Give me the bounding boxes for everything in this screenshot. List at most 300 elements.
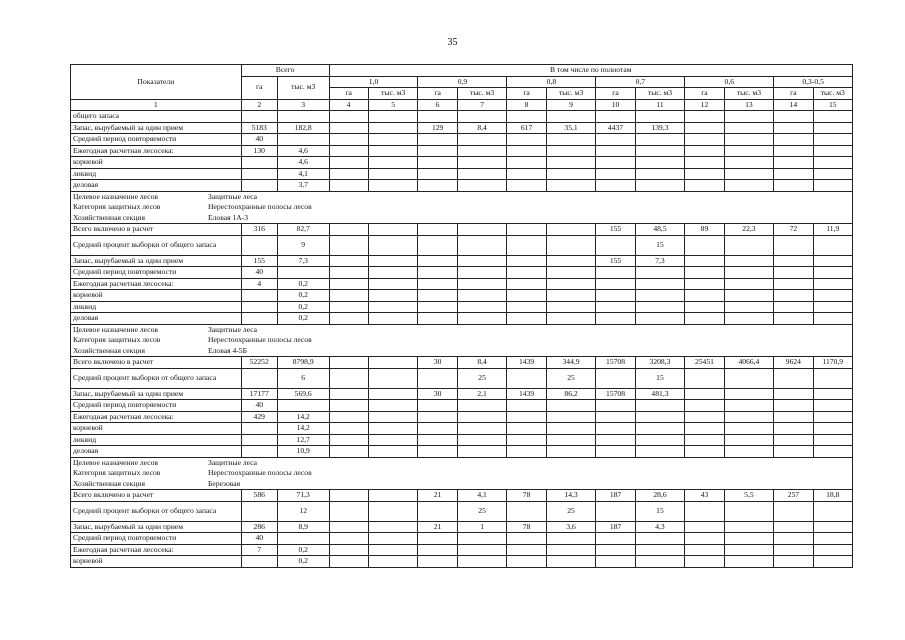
header-density: 0,6 xyxy=(685,76,774,88)
table-cell xyxy=(724,544,774,556)
table-cell xyxy=(507,278,546,290)
row-label: ликвид xyxy=(71,301,242,313)
section-value: Нерестоохранные полосы лесов xyxy=(208,335,312,345)
row-label: корневой xyxy=(71,157,242,169)
table-cell: 155 xyxy=(596,255,635,267)
table-cell xyxy=(685,501,724,521)
section-header-row xyxy=(71,191,853,202)
header-unit-volume: тыс. м3 xyxy=(724,88,774,100)
table-cell xyxy=(635,134,685,146)
table-cell xyxy=(596,556,635,568)
table-cell xyxy=(368,290,418,302)
table-cell xyxy=(546,134,596,146)
section-line xyxy=(71,457,853,468)
table-cell xyxy=(546,301,596,313)
table-cell xyxy=(507,301,546,313)
table-cell xyxy=(813,501,852,521)
table-cell xyxy=(418,368,457,388)
table-cell xyxy=(774,180,813,192)
section-value: Березовая xyxy=(208,478,241,488)
table-cell: 129 xyxy=(418,122,457,134)
table-cell: 10,9 xyxy=(277,446,329,458)
row-label: Всего включено в расчет xyxy=(71,224,242,236)
table-cell xyxy=(774,157,813,169)
header-unit-volume: тыс. м3 xyxy=(368,88,418,100)
table-cell xyxy=(329,290,368,302)
table-cell xyxy=(596,501,635,521)
row-label: корневой xyxy=(71,423,242,435)
table-cell: 4,3 xyxy=(635,521,685,533)
table-cell: 9624 xyxy=(774,357,813,369)
column-number: 12 xyxy=(685,99,724,111)
page-number: 35 xyxy=(447,37,458,48)
table-cell xyxy=(546,423,596,435)
table-cell xyxy=(277,533,329,545)
table-cell xyxy=(546,313,596,325)
table-cell xyxy=(724,255,774,267)
table-cell xyxy=(724,267,774,279)
table-cell: 25 xyxy=(546,368,596,388)
table-cell xyxy=(813,388,852,400)
table-cell xyxy=(457,168,507,180)
table-cell: 14,2 xyxy=(277,423,329,435)
table-cell xyxy=(724,134,774,146)
table-cell xyxy=(685,278,724,290)
table-cell xyxy=(507,556,546,568)
table-cell xyxy=(685,521,724,533)
table-cell xyxy=(724,278,774,290)
table-cell xyxy=(813,267,852,279)
table-cell: 25451 xyxy=(685,357,724,369)
table-cell xyxy=(418,111,457,123)
table-cell xyxy=(329,501,368,521)
table-cell xyxy=(724,411,774,423)
table-cell xyxy=(596,301,635,313)
section-value: Защитные леса xyxy=(208,324,258,334)
table-cell xyxy=(241,168,277,180)
table-cell xyxy=(546,278,596,290)
row-label: корневой xyxy=(71,556,242,568)
table-cell xyxy=(368,388,418,400)
table-cell xyxy=(368,157,418,169)
row-label: Ежегодная расчетная лесосека: xyxy=(71,411,242,423)
table-cell xyxy=(457,423,507,435)
section-key: Хозяйственная секция xyxy=(73,478,145,488)
table-cell xyxy=(507,411,546,423)
table-cell xyxy=(418,278,457,290)
section-line xyxy=(71,335,853,346)
table-cell xyxy=(241,313,277,325)
table-cell: 0,2 xyxy=(277,301,329,313)
table-cell xyxy=(457,224,507,236)
table-cell xyxy=(774,556,813,568)
table-cell: 6 xyxy=(277,368,329,388)
table-cell xyxy=(457,301,507,313)
table-cell xyxy=(368,411,418,423)
table-cell xyxy=(329,255,368,267)
table-cell: 139,3 xyxy=(635,122,685,134)
table-cell xyxy=(813,290,852,302)
table-cell xyxy=(635,301,685,313)
row-label: Запас, вырубаемый за один прием xyxy=(71,122,242,134)
table-cell xyxy=(329,157,368,169)
table-cell xyxy=(368,434,418,446)
table-cell xyxy=(329,434,368,446)
table-row xyxy=(71,278,853,290)
column-number: 2 xyxy=(241,99,277,111)
table-cell xyxy=(635,180,685,192)
table-cell xyxy=(724,122,774,134)
table-cell: 40 xyxy=(241,533,277,545)
row-label: корневой xyxy=(71,290,242,302)
table-cell xyxy=(418,157,457,169)
table-cell xyxy=(685,122,724,134)
table-cell xyxy=(507,544,546,556)
table-cell xyxy=(507,313,546,325)
table-cell xyxy=(546,235,596,255)
table-cell xyxy=(596,290,635,302)
table-cell xyxy=(241,180,277,192)
table-cell xyxy=(813,400,852,412)
table-cell: 86,2 xyxy=(546,388,596,400)
table-cell xyxy=(457,278,507,290)
table-row xyxy=(71,134,853,146)
column-number: 5 xyxy=(368,99,418,111)
table-cell xyxy=(368,446,418,458)
column-number: 14 xyxy=(774,99,813,111)
section-value: Нерестоохранные полосы лесов xyxy=(208,468,312,478)
table-cell xyxy=(368,122,418,134)
column-number: 13 xyxy=(724,99,774,111)
table-cell xyxy=(685,180,724,192)
table-cell xyxy=(241,235,277,255)
table-cell xyxy=(329,168,368,180)
table-cell xyxy=(685,434,724,446)
section-key: Хозяйственная секция xyxy=(73,212,145,222)
table-cell xyxy=(329,224,368,236)
table-cell xyxy=(457,313,507,325)
table-row xyxy=(71,290,853,302)
table-cell xyxy=(546,400,596,412)
table-cell xyxy=(724,168,774,180)
section-header-row xyxy=(71,335,853,346)
table-cell xyxy=(596,434,635,446)
table-cell xyxy=(546,556,596,568)
table-cell xyxy=(596,235,635,255)
table-row xyxy=(71,111,853,123)
table-cell xyxy=(277,267,329,279)
header-unit-ha: га xyxy=(418,88,457,100)
table-cell: 28,6 xyxy=(635,490,685,502)
table-cell xyxy=(724,290,774,302)
row-label: Средний период повторяемости xyxy=(71,267,242,279)
section-value: Нерестоохранные полосы лесов xyxy=(208,202,312,212)
header-unit-ha: га xyxy=(596,88,635,100)
header-density: 0,7 xyxy=(596,76,685,88)
table-cell xyxy=(635,446,685,458)
table-cell xyxy=(457,267,507,279)
table-cell xyxy=(596,423,635,435)
table-cell xyxy=(329,357,368,369)
table-cell: 316 xyxy=(241,224,277,236)
table-row xyxy=(71,368,853,388)
section-value: Защитные леса xyxy=(208,457,258,467)
table-cell: 0,2 xyxy=(277,290,329,302)
table-cell xyxy=(368,267,418,279)
table-cell xyxy=(685,267,724,279)
table-cell: 7,3 xyxy=(277,255,329,267)
column-number: 7 xyxy=(457,99,507,111)
table-cell xyxy=(685,411,724,423)
table-cell xyxy=(368,255,418,267)
table-cell xyxy=(241,446,277,458)
table-cell xyxy=(813,368,852,388)
table-cell xyxy=(635,278,685,290)
table-cell xyxy=(635,544,685,556)
section-header-row xyxy=(71,324,853,335)
table-row xyxy=(71,388,853,400)
table-cell xyxy=(418,501,457,521)
table-cell xyxy=(635,157,685,169)
table-cell xyxy=(368,134,418,146)
table-cell xyxy=(596,278,635,290)
table-cell xyxy=(368,224,418,236)
table-cell xyxy=(507,434,546,446)
table-cell xyxy=(241,434,277,446)
table-cell xyxy=(277,111,329,123)
table-row xyxy=(71,544,853,556)
header-unit-volume: тыс. м3 xyxy=(546,88,596,100)
row-label: Средний процент выборки от общего запаса xyxy=(71,368,242,388)
row-label: Запас, вырубаемый за один прием xyxy=(71,521,242,533)
table-cell xyxy=(724,180,774,192)
table-cell xyxy=(329,278,368,290)
column-number: 4 xyxy=(329,99,368,111)
table-cell xyxy=(635,267,685,279)
table-cell xyxy=(774,388,813,400)
table-cell xyxy=(507,224,546,236)
table-cell xyxy=(418,224,457,236)
table-cell xyxy=(774,313,813,325)
table-cell xyxy=(774,168,813,180)
table-cell xyxy=(596,411,635,423)
table-cell xyxy=(724,434,774,446)
header-density: 0,8 xyxy=(507,76,596,88)
table-cell xyxy=(507,446,546,458)
section-line xyxy=(71,191,853,202)
table-cell xyxy=(418,145,457,157)
table-cell xyxy=(685,145,724,157)
header-density: 1,0 xyxy=(329,76,418,88)
table-cell xyxy=(774,368,813,388)
column-number: 10 xyxy=(596,99,635,111)
table-cell xyxy=(546,157,596,169)
table-cell xyxy=(368,235,418,255)
table-cell: 14,2 xyxy=(277,411,329,423)
row-label: Ежегодная расчетная лесосека: xyxy=(71,544,242,556)
table-cell xyxy=(329,411,368,423)
table-cell xyxy=(774,446,813,458)
table-cell xyxy=(546,180,596,192)
table-cell xyxy=(685,533,724,545)
table-row xyxy=(71,224,853,236)
table-cell xyxy=(546,145,596,157)
table-cell xyxy=(457,134,507,146)
table-row xyxy=(71,357,853,369)
table-cell: 11,9 xyxy=(813,224,852,236)
table-cell: 7,3 xyxy=(635,255,685,267)
table-cell xyxy=(813,134,852,146)
table-cell: 0,2 xyxy=(277,313,329,325)
header-unit-ha: га xyxy=(774,88,813,100)
table-row xyxy=(71,157,853,169)
table-cell xyxy=(418,235,457,255)
table-cell xyxy=(368,368,418,388)
table-cell xyxy=(813,313,852,325)
table-row xyxy=(71,235,853,255)
table-row xyxy=(71,434,853,446)
table-cell xyxy=(685,111,724,123)
table-row xyxy=(71,556,853,568)
table-cell: 187 xyxy=(596,521,635,533)
table-cell xyxy=(774,235,813,255)
table-cell xyxy=(635,111,685,123)
section-key: Категория защитных лесов xyxy=(73,202,161,212)
row-label: деловая xyxy=(71,313,242,325)
table-cell xyxy=(813,168,852,180)
table-cell xyxy=(418,168,457,180)
table-cell xyxy=(685,400,724,412)
table-cell xyxy=(596,313,635,325)
table-cell xyxy=(685,544,724,556)
table-cell xyxy=(813,411,852,423)
table-cell xyxy=(774,134,813,146)
table-cell xyxy=(685,388,724,400)
column-number: 9 xyxy=(546,99,596,111)
table-cell xyxy=(596,368,635,388)
table-cell: 344,9 xyxy=(546,357,596,369)
table-cell xyxy=(635,556,685,568)
table-cell: 1439 xyxy=(507,357,546,369)
table-cell xyxy=(457,255,507,267)
table-cell: 14,3 xyxy=(546,490,596,502)
table-cell xyxy=(368,400,418,412)
table-cell: 40 xyxy=(241,400,277,412)
table-cell: 22,3 xyxy=(724,224,774,236)
table-cell xyxy=(329,368,368,388)
table-cell xyxy=(774,400,813,412)
row-label: деловая xyxy=(71,446,242,458)
header-unit-ha: га xyxy=(329,88,368,100)
table-cell: 89 xyxy=(685,224,724,236)
table-cell xyxy=(507,157,546,169)
table-row xyxy=(71,255,853,267)
table-cell xyxy=(596,446,635,458)
table-cell xyxy=(457,180,507,192)
row-label: Ежегодная расчетная лесосека: xyxy=(71,145,242,157)
table-cell xyxy=(418,533,457,545)
table-cell xyxy=(329,267,368,279)
table-cell xyxy=(507,423,546,435)
table-cell: 71,3 xyxy=(277,490,329,502)
row-label: Средний процент выборки от общего запаса xyxy=(71,235,242,255)
table-cell xyxy=(457,544,507,556)
table-cell xyxy=(774,434,813,446)
section-line xyxy=(71,468,853,479)
table-row xyxy=(71,400,853,412)
table-cell xyxy=(418,313,457,325)
table-cell xyxy=(774,255,813,267)
row-label: ликвид xyxy=(71,168,242,180)
table-cell xyxy=(813,533,852,545)
table-cell xyxy=(329,490,368,502)
table-cell: 4437 xyxy=(596,122,635,134)
table-cell xyxy=(685,168,724,180)
table-cell: 0,2 xyxy=(277,544,329,556)
table-cell: 78 xyxy=(507,521,546,533)
table-cell: 4,1 xyxy=(277,168,329,180)
table-cell xyxy=(368,168,418,180)
table-cell: 12,7 xyxy=(277,434,329,446)
table-row xyxy=(71,423,853,435)
table-cell: 15708 xyxy=(596,388,635,400)
table-cell: 4,6 xyxy=(277,145,329,157)
header-total: Всего xyxy=(241,65,329,77)
table-cell: 3,6 xyxy=(546,521,596,533)
section-header-row xyxy=(71,468,853,479)
table-cell xyxy=(685,368,724,388)
table-cell xyxy=(329,521,368,533)
table-cell: 130 xyxy=(241,145,277,157)
table-cell xyxy=(368,111,418,123)
table-cell: 4,1 xyxy=(457,490,507,502)
table-cell: 21 xyxy=(418,521,457,533)
table-cell xyxy=(724,446,774,458)
table-cell xyxy=(418,255,457,267)
table-cell: 52252 xyxy=(241,357,277,369)
table-row xyxy=(71,267,853,279)
column-number: 6 xyxy=(418,99,457,111)
table-cell: 4 xyxy=(241,278,277,290)
row-label: Средний период повторяемости xyxy=(71,134,242,146)
table-cell: 40 xyxy=(241,267,277,279)
table-cell xyxy=(724,301,774,313)
table-cell: 8,9 xyxy=(277,521,329,533)
section-header-row xyxy=(71,457,853,468)
table-cell xyxy=(418,400,457,412)
table-cell: 1 xyxy=(457,521,507,533)
table-cell xyxy=(685,290,724,302)
table-cell xyxy=(277,400,329,412)
row-label: деловая xyxy=(71,180,242,192)
table-cell xyxy=(418,290,457,302)
table-cell: 30 xyxy=(418,357,457,369)
table-cell xyxy=(774,278,813,290)
section-value: Защитные леса xyxy=(208,191,258,201)
table-cell: 35,1 xyxy=(546,122,596,134)
table-cell: 25 xyxy=(457,501,507,521)
table-cell: 3,7 xyxy=(277,180,329,192)
section-key: Категория защитных лесов xyxy=(73,335,161,345)
header-density: 0,3-0,5 xyxy=(774,76,853,88)
table-row xyxy=(71,168,853,180)
table-cell xyxy=(368,145,418,157)
section-key: Целевое назначение лесов xyxy=(73,324,158,334)
table-cell: 481,3 xyxy=(635,388,685,400)
table-cell: 4,6 xyxy=(277,157,329,169)
table-cell xyxy=(329,235,368,255)
table-cell xyxy=(329,301,368,313)
